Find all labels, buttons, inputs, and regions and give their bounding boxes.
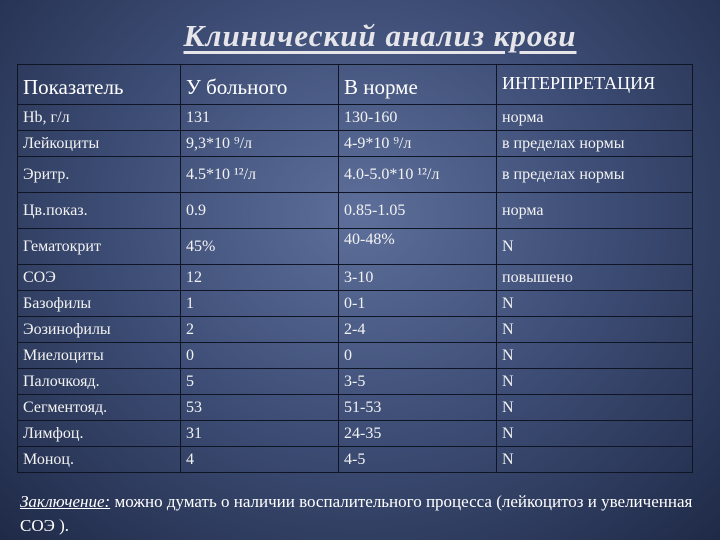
- table-cell: 2-4: [339, 317, 497, 343]
- conclusion-label: Заключение:: [20, 492, 111, 511]
- column-header: У больного: [181, 65, 339, 105]
- table-cell: 130-160: [339, 105, 497, 131]
- table-row: [18, 193, 693, 229]
- table-cell: 5: [181, 369, 339, 395]
- table-cell: 2: [181, 317, 339, 343]
- table-cell: 0-1: [339, 291, 497, 317]
- table-row: [18, 421, 693, 447]
- table-row: [18, 131, 693, 157]
- table-cell: Базофилы: [18, 291, 181, 317]
- table-cell: Лимфоц.: [18, 421, 181, 447]
- table-cell: 3-5: [339, 369, 497, 395]
- table-cell: Hb, г/л: [18, 105, 181, 131]
- table-cell: 4-5: [339, 447, 497, 473]
- table-cell: 12: [181, 265, 339, 291]
- table-cell: N: [497, 369, 693, 395]
- table-cell: 40-48%: [339, 229, 497, 265]
- table-row: [18, 265, 693, 291]
- table-cell: 4.0-5.0*10 ¹²/л: [339, 157, 497, 193]
- column-header: В норме: [339, 65, 497, 105]
- table-row: [18, 447, 693, 473]
- table-cell: N: [497, 317, 693, 343]
- conclusion: [20, 490, 710, 538]
- table-cell: 24-35: [339, 421, 497, 447]
- table-cell: повышено: [497, 265, 693, 291]
- table-row: [18, 395, 693, 421]
- table-cell: 45%: [181, 229, 339, 265]
- table-row: [18, 229, 693, 265]
- table-cell: 31: [181, 421, 339, 447]
- table-cell: норма: [497, 193, 693, 229]
- table-cell: N: [497, 447, 693, 473]
- table-cell: 3-10: [339, 265, 497, 291]
- table-cell: 4.5*10 ¹²/л: [181, 157, 339, 193]
- table-cell: 4-9*10 ⁹/л: [339, 131, 497, 157]
- table-cell: Лейкоциты: [18, 131, 181, 157]
- table-row: [18, 317, 693, 343]
- table-row: [18, 291, 693, 317]
- table-cell: N: [497, 229, 693, 265]
- table-header-row: [18, 65, 693, 105]
- table-cell: СОЭ: [18, 265, 181, 291]
- table-cell: Гематокрит: [18, 229, 181, 265]
- table-row: [18, 369, 693, 395]
- table-cell: 0: [339, 343, 497, 369]
- table-cell: 0.9: [181, 193, 339, 229]
- column-header: Показатель: [18, 65, 181, 105]
- table-cell: N: [497, 421, 693, 447]
- table-cell: норма: [497, 105, 693, 131]
- table-cell: в пределах нормы: [497, 131, 693, 157]
- table-cell: Цв.показ.: [18, 193, 181, 229]
- table-cell: Моноц.: [18, 447, 181, 473]
- table-row: [18, 105, 693, 131]
- table-cell: 9,3*10 ⁹/л: [181, 131, 339, 157]
- table-cell: Эозинофилы: [18, 317, 181, 343]
- table-row: [18, 343, 693, 369]
- table-cell: 51-53: [339, 395, 497, 421]
- table-cell: в пределах нормы: [497, 157, 693, 193]
- table-cell: 1: [181, 291, 339, 317]
- blood-analysis-table: [17, 64, 693, 473]
- column-header: ИНТЕРПРЕТАЦИЯ: [497, 65, 693, 105]
- conclusion-text: можно думать о наличии воспалительного процесса (лейкоцитоз и увеличенная СОЭ ).: [20, 492, 693, 535]
- table-cell: Миелоциты: [18, 343, 181, 369]
- slide-title: Клинический анализ крови: [183, 18, 577, 53]
- table-cell: Палочкояд.: [18, 369, 181, 395]
- table-cell: N: [497, 395, 693, 421]
- table-cell: 0.85-1.05: [339, 193, 497, 229]
- table-cell: 131: [181, 105, 339, 131]
- table-cell: 53: [181, 395, 339, 421]
- table-cell: Сегментояд.: [18, 395, 181, 421]
- table-cell: N: [497, 291, 693, 317]
- table-cell: 0: [181, 343, 339, 369]
- table-cell: 4: [181, 447, 339, 473]
- table-cell: N: [497, 343, 693, 369]
- table-cell: Эритр.: [18, 157, 181, 193]
- table-row: [18, 157, 693, 193]
